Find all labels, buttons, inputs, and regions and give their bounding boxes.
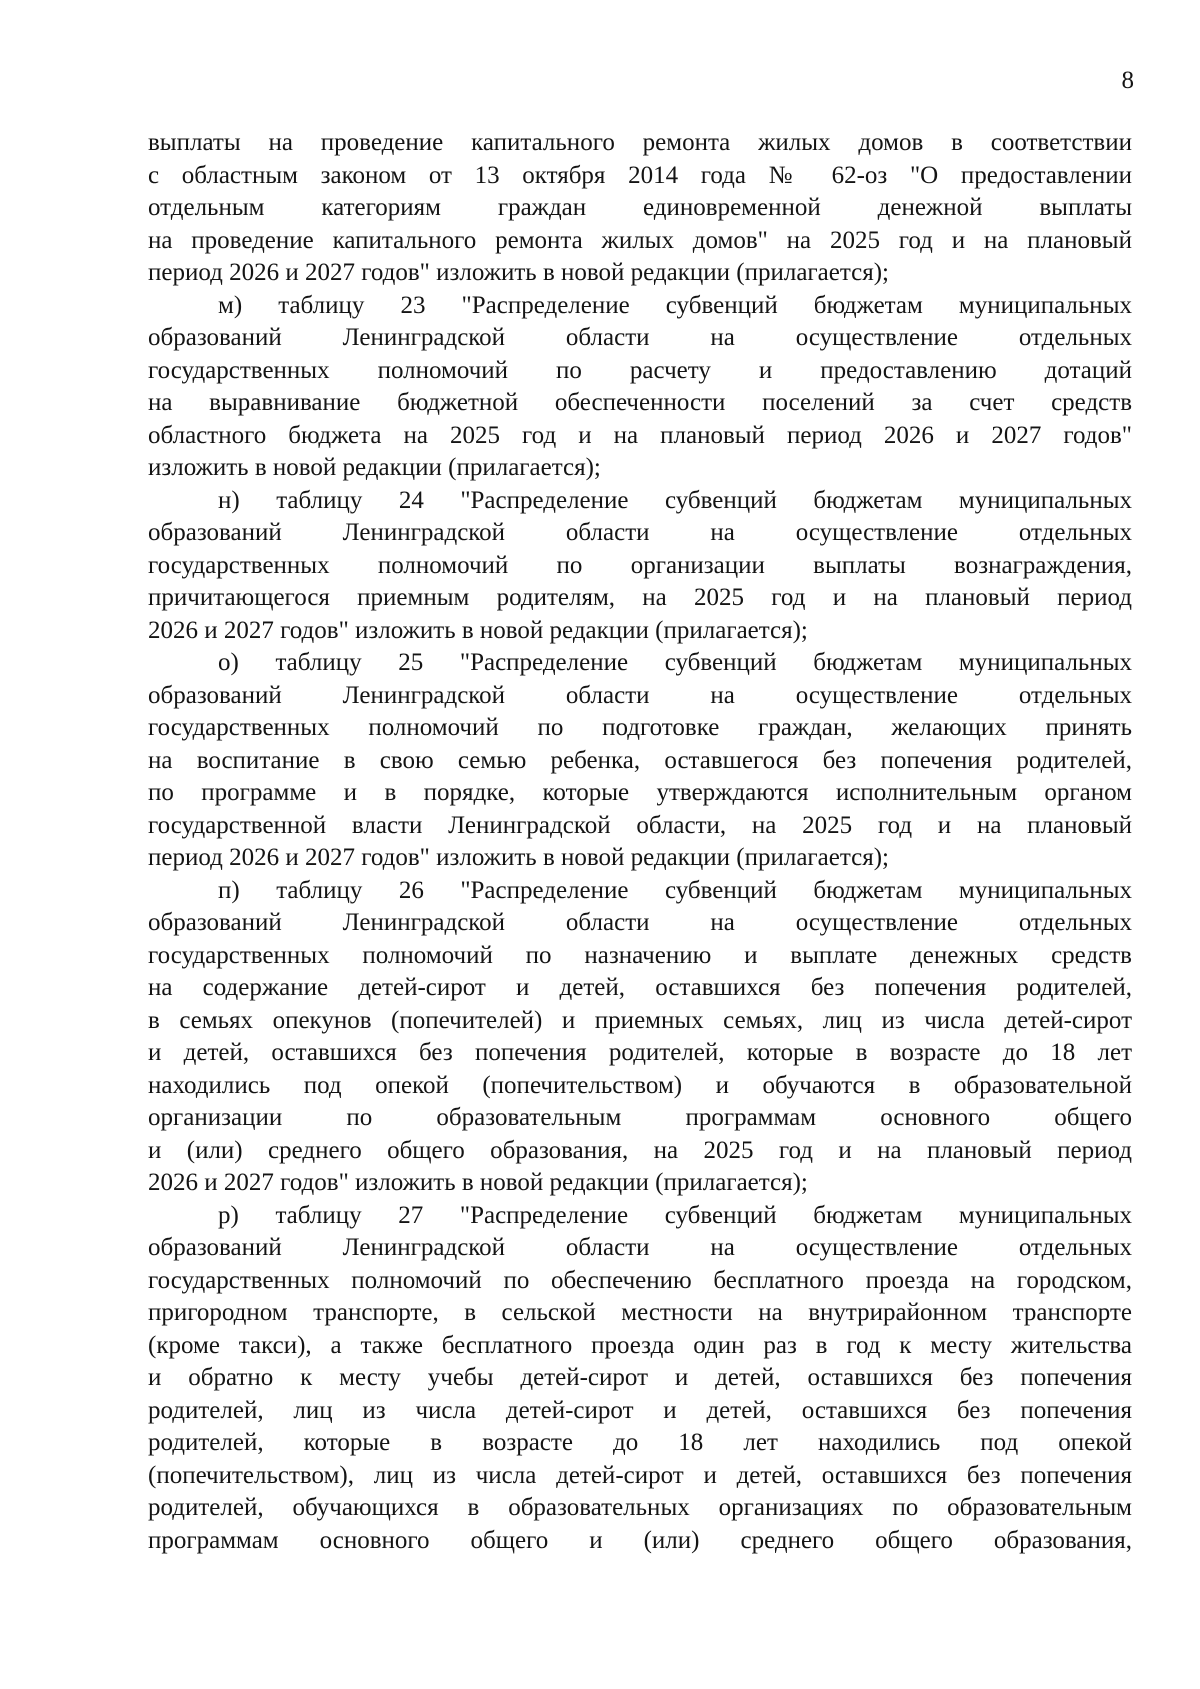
text-line: на проведение капитального ремонта жилых домов" на 2025 год и на плановый bbox=[148, 226, 1132, 254]
text-line: на содержание детей-сирот и детей, оставшихся без попечения родителей, bbox=[148, 974, 1132, 1001]
text-line: государственной власти Ленинградской области, на 2025 год и на плановый bbox=[148, 811, 1132, 839]
paragraph-first-line: п) таблицу 26 "Распределение субвенций бюджетам муниципальных bbox=[218, 876, 1132, 904]
text-line: организации по образовательным программам основного общего bbox=[148, 1104, 1132, 1131]
text-line: родителей, обучающихся в образовательных организациях по образовательным bbox=[148, 1494, 1132, 1521]
text-line: образований Ленинградской области на осуществление отдельных bbox=[148, 909, 1132, 936]
text-line: и обратно к месту учебы детей-сирот и детей, оставшихся без попечения bbox=[148, 1364, 1132, 1391]
text-line: программам основного общего и (или) среднего общего образования, bbox=[148, 1526, 1132, 1554]
text-line: 2026 и 2027 годов" изложить в новой редакции (прилагается); bbox=[148, 1169, 808, 1196]
document-body bbox=[148, 127, 1132, 1557]
text-line: пригородном транспорте, в сельской местности на внутрирайонном транспорте bbox=[148, 1299, 1132, 1326]
paragraph-first-line: о) таблицу 25 "Распределение субвенций бюджетам муниципальных bbox=[218, 649, 1132, 676]
text-line: в семьях опекунов (попечителей) и приемных семьях, лиц из числа детей-сирот bbox=[148, 1006, 1132, 1034]
paragraph-first-line: м) таблицу 23 "Распределение субвенций бюджетам муниципальных bbox=[218, 291, 1132, 319]
text-line: государственных полномочий по подготовке граждан, желающих принять bbox=[148, 714, 1132, 741]
text-line: родителей, лиц из числа детей-сирот и детей, оставшихся без попечения bbox=[148, 1396, 1132, 1424]
text-line: областного бюджета на 2025 год и на плановый период 2026 и 2027 годов" bbox=[148, 421, 1132, 449]
paragraph-first-line: н) таблицу 24 "Распределение субвенций бюджетам муниципальных bbox=[218, 486, 1132, 514]
text-line: период 2026 и 2027 годов" изложить в новой редакции (прилагается); bbox=[148, 259, 889, 286]
text-line: образований Ленинградской области на осуществление отдельных bbox=[148, 1234, 1132, 1261]
text-line: образований Ленинградской области на осуществление отдельных bbox=[148, 681, 1132, 709]
text-line: по программе и в порядке, которые утверждаются исполнительным органом bbox=[148, 779, 1132, 806]
text-line: и (или) среднего общего образования, на 2025 год и на плановый период bbox=[148, 1136, 1132, 1164]
paragraph-first-line: р) таблицу 27 "Распределение субвенций бюджетам муниципальных bbox=[218, 1201, 1132, 1229]
text-line: 2026 и 2027 годов" изложить в новой редакции (прилагается); bbox=[148, 616, 808, 644]
text-line: на воспитание в свою семью ребенка, оставшегося без попечения родителей, bbox=[148, 746, 1132, 774]
text-line: образований Ленинградской области на осуществление отдельных bbox=[148, 324, 1132, 351]
text-line: находились под опекой (попечительством) и обучаются в образовательной bbox=[148, 1071, 1132, 1099]
text-line: и детей, оставшихся без попечения родителей, которые в возрасте до 18 лет bbox=[148, 1039, 1132, 1066]
page-number: 8 bbox=[1121, 67, 1134, 94]
text-line: государственных полномочий по назначению и выплате денежных средств bbox=[148, 941, 1132, 969]
text-line: отдельным категориям граждан единовременной денежной выплаты bbox=[148, 194, 1132, 221]
text-line: изложить в новой редакции (прилагается); bbox=[148, 454, 601, 481]
text-line: (попечительством), лиц из числа детей-сирот и детей, оставшихся без попечения bbox=[148, 1461, 1132, 1489]
text-line: период 2026 и 2027 годов" изложить в новой редакции (прилагается); bbox=[148, 844, 889, 871]
text-line: образований Ленинградской области на осуществление отдельных bbox=[148, 519, 1132, 546]
text-line: с областным законом от 13 октября 2014 года № 62-оз "О предоставлении bbox=[148, 161, 1132, 189]
text-line: на выравнивание бюджетной обеспеченности поселений за счет средств bbox=[148, 389, 1132, 416]
text-line: государственных полномочий по обеспечению бесплатного проезда на городском, bbox=[148, 1266, 1132, 1294]
text-line: причитающегося приемным родителям, на 2025 год и на плановый период bbox=[148, 584, 1132, 611]
text-line: государственных полномочий по организации выплаты вознаграждения, bbox=[148, 551, 1132, 579]
text-line: государственных полномочий по расчету и предоставлению дотаций bbox=[148, 356, 1132, 384]
text-line: (кроме такси), а также бесплатного проезда один раз в год к месту жительства bbox=[148, 1331, 1132, 1359]
text-line: родителей, которые в возрасте до 18 лет находились под опекой bbox=[148, 1429, 1132, 1456]
text-line: выплаты на проведение капитального ремонта жилых домов в соответствии bbox=[148, 129, 1132, 156]
